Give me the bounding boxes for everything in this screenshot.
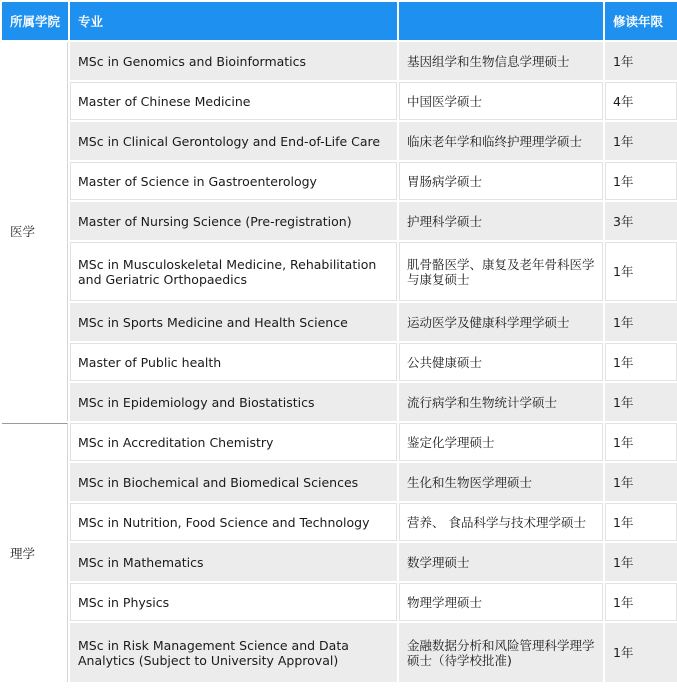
header-chinese-name (399, 2, 603, 40)
duration-cell: 1年 (605, 162, 677, 200)
major-cn-cell: 数学理硕士 (399, 543, 603, 581)
table-row (2, 463, 677, 501)
duration-cell: 1年 (605, 583, 677, 621)
duration-cell: 1年 (605, 303, 677, 341)
duration-cell: 1年 (605, 122, 677, 160)
major-en-cell: MSc in Mathematics (70, 543, 397, 581)
duration-cell: 4年 (605, 82, 677, 120)
table-row (2, 543, 677, 581)
major-cn-cell: 生化和生物医学理硕士 (399, 463, 603, 501)
major-en-cell: MSc in Sports Medicine and Health Science (70, 303, 397, 341)
duration-cell: 1年 (605, 543, 677, 581)
major-en-cell: MSc in Risk Management Science and Data Analytics (Subject to University Approval) (70, 623, 397, 682)
major-cn-cell: 营养、 食品科学与技术理学硕士 (399, 503, 603, 541)
major-cn-cell: 胃肠病学硕士 (399, 162, 603, 200)
table-row (2, 242, 677, 301)
major-en-cell: MSc in Musculoskeletal Medicine, Rehabilitation and Geriatric Orthopaedics (70, 242, 397, 301)
table-row (2, 42, 677, 80)
major-en-cell: MSc in Nutrition, Food Science and Technology (70, 503, 397, 541)
duration-cell: 1年 (605, 463, 677, 501)
major-cn-cell: 运动医学及健康科学理学硕士 (399, 303, 603, 341)
major-cn-cell: 公共健康硕士 (399, 343, 603, 381)
duration-cell: 3年 (605, 202, 677, 240)
college-cell: 医学 (2, 42, 68, 421)
college-cell: 理学 (2, 423, 68, 682)
table-row (2, 303, 677, 341)
major-cn-cell: 金融数据分析和风险管理科学理学硕士（待学校批准) (399, 623, 603, 682)
duration-cell: 1年 (605, 423, 677, 461)
table-row (2, 623, 677, 682)
table-row (2, 383, 677, 421)
duration-cell: 1年 (605, 42, 677, 80)
table-row (2, 583, 677, 621)
major-en-cell: Master of Nursing Science (Pre-registration) (70, 202, 397, 240)
table-row (2, 503, 677, 541)
duration-cell: 1年 (605, 343, 677, 381)
table-row (2, 423, 677, 461)
duration-cell: 1年 (605, 623, 677, 682)
header-row (2, 2, 677, 40)
table-body (2, 42, 677, 682)
duration-cell: 1年 (605, 503, 677, 541)
major-cn-cell: 流行病学和生物统计学硕士 (399, 383, 603, 421)
header-college: 所属学院 (2, 2, 68, 40)
major-en-cell: Master of Chinese Medicine (70, 82, 397, 120)
major-en-cell: MSc in Epidemiology and Biostatistics (70, 383, 397, 421)
table-row (2, 162, 677, 200)
table-row (2, 82, 677, 120)
major-cn-cell: 鉴定化学理硕士 (399, 423, 603, 461)
major-cn-cell: 中国医学硕士 (399, 82, 603, 120)
major-en-cell: MSc in Genomics and Bioinformatics (70, 42, 397, 80)
major-cn-cell: 护理科学硕士 (399, 202, 603, 240)
major-cn-cell: 临床老年学和临终护理理学硕士 (399, 122, 603, 160)
table-row (2, 202, 677, 240)
major-en-cell: MSc in Biochemical and Biomedical Sciences (70, 463, 397, 501)
major-cn-cell: 肌骨骼医学、康复及老年骨科医学与康复硕士 (399, 242, 603, 301)
major-en-cell: MSc in Accreditation Chemistry (70, 423, 397, 461)
table-row (2, 122, 677, 160)
major-cn-cell: 基因组学和生物信息学理硕士 (399, 42, 603, 80)
major-en-cell: MSc in Clinical Gerontology and End-of-Life Care (70, 122, 397, 160)
table-row (2, 343, 677, 381)
header-duration: 修读年限 (605, 2, 677, 40)
major-en-cell: Master of Public health (70, 343, 397, 381)
duration-cell: 1年 (605, 242, 677, 301)
major-en-cell: Master of Science in Gastroenterology (70, 162, 397, 200)
duration-cell: 1年 (605, 383, 677, 421)
major-cn-cell: 物理学理硕士 (399, 583, 603, 621)
header-major: 专业 (70, 2, 397, 40)
major-en-cell: MSc in Physics (70, 583, 397, 621)
